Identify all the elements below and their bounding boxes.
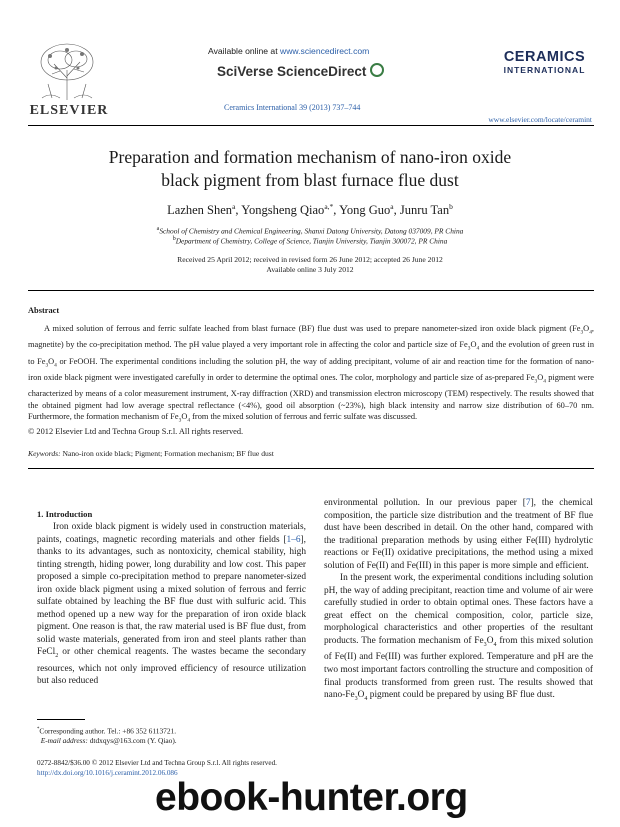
abstract-bottom-divider [28, 468, 594, 469]
article-title [40, 146, 580, 192]
platform-name [217, 63, 384, 79]
intro-left-column: Iron oxide black pigment is widely used in construction materials, paints, coatings, magnetic recording materials and other fields [1–6], thanks to its advantages, such as nontoxicity, chemical stability, high tinting strength, hiding power, long durability and low cost. This paper proposed a simple co-precipitation method to prepare nanometer-sized iron oxide black pigment using a mixed solution of ferrous and ferric sulfate obtained by leaching the BF flue dust with sulfuric acid. This method opened up a new way for the preparation of iron oxide black pigment. One reason is that, the raw material used is BF flue dust, from solid waste materials, generated from iron and steel plants rather than FeCl$_2$ or other chemical reagents. The wastes became the secondary resources, which not only improved efficiency of resource utilization but also reduced [37, 522, 306, 687]
paragraph: environmental pollution. In our previous paper [7], the chemical composition, the particle size distribution and the treatment of BF flue dust have been described in detail. On the other hand, compared with the traditional preparation methods by using either Fe(III) hydrolytic reactions or Fe(II) oxidative precipitations, the method using a mixed solution of Fe(II) and Fe(III) in this paper is more simple and efficient. [324, 498, 593, 571]
keywords-label: Keywords: [28, 449, 61, 458]
corresponding-author-marker[interactable]: * [329, 202, 334, 211]
email-address[interactable]: dtdxqys@163.com (Y. Qiao). [89, 736, 177, 746]
footnote-corresponding: *Corresponding author. Tel.: +86 352 6113721. [37, 726, 177, 736]
citation-link[interactable]: 7 [525, 498, 531, 508]
keywords-line [28, 449, 274, 458]
abstract-heading: Abstract [28, 306, 60, 315]
title-line-1: Preparation and formation mechanism of nano-iron oxide [108, 147, 512, 167]
journal-logo-line2: INTERNATIONAL [503, 65, 586, 75]
doi-link[interactable]: http://dx.doi.org/10.1016/j.ceramint.2012.06.086 [37, 769, 178, 777]
corresponding-text: Corresponding author. Tel.: +86 352 6113721. [39, 726, 177, 736]
author-list: Lazhen Shen$^a$, Yongsheng Qiao$^{a,*}$, Yong Guo$^a$, Junru Tan$^b$ [167, 202, 453, 218]
footnote [37, 725, 177, 746]
journal-logo [497, 49, 592, 75]
sciverse-mark-icon [370, 63, 384, 77]
sciencedirect-link[interactable]: www.sciencedirect.com [280, 46, 370, 56]
email-label: E-mail address: [40, 736, 88, 746]
keywords-list: Nano-iron oxide black; Pigment; Formation mechanism; BF flue dust [62, 449, 274, 458]
watermark-text: ebook-hunter.org [155, 776, 468, 819]
header-divider [28, 125, 594, 126]
issn-line: 0272-8842/$36.00 © 2012 Elsevier Ltd and Techna Group S.r.l. All rights reserved. [37, 759, 277, 767]
journal-reference-link[interactable]: Ceramics International 39 (2013) 737–744 [224, 103, 361, 112]
paragraph: In the present work, the experimental conditions including solution pH, the way of adding precipitant, reaction time and volume of air were carefully studied in order to obtain optimal ones. These factors have a great effect on the chemical composition, color, particle size, morphological characteristics and other properties of the resultant products. The formation mechanism of $Fe_3O_4$ from this mixed solution of Fe(II) and Fe(III) was further explored. Temperature and pH are the two most important factors controlling the structure and composition of final products transformed from green rust. The results showed that nano-$Fe_3O_4$ pigment could be prepared by using BF flue dust. [324, 573, 593, 702]
copyright-notice: © 2012 Elsevier Ltd and Techna Group S.r.l. All rights reserved. [28, 427, 244, 436]
intro-right-column [324, 497, 593, 705]
affiliation-a: $^a$School of Chemistry and Chemical Engineering, Shanxi Datong University, Datong 037009, PR China [156, 226, 464, 236]
platform-label: SciVerse ScienceDirect [217, 64, 367, 79]
received-dates: Received 25 April 2012; received in revised form 26 June 2012; accepted 26 June 2012 [177, 255, 443, 264]
title-line-2: black pigment from blast furnace flue dust [161, 170, 459, 190]
section-heading: 1. Introduction [37, 509, 93, 519]
abstract-top-divider [28, 290, 594, 291]
citation-link[interactable]: 1–6 [286, 534, 301, 545]
elsevier-wordmark: ELSEVIER [29, 103, 109, 118]
journal-url-link[interactable]: www.elsevier.com/locate/ceramint [488, 115, 592, 124]
issn-block [37, 758, 277, 778]
affiliation-a-text: School of Chemistry and Chemical Engineering, Shanxi Datong University, Datong 037009, PR China [159, 226, 464, 236]
affiliation-b: $^b$Department of Chemistry, College of Science, Tianjin University, Tianjin 300072, PR China [172, 236, 448, 246]
journal-logo-line1: CERAMICS [503, 49, 586, 65]
abstract-text: A mixed solution of ferrous and ferric sulfate leached from blast furnace (BF) flue dust was used to prepare nanometer-sized iron oxide black pigment ($Fe_3O_4$, magnetite) by the co-precipitation method. The pH value played a very important role in affecting the color and particle size of $Fe_3O_4$ and the evolution of green rust in to $Fe_3O_4$ or FeOOH. The experimental conditions including the solution pH, the way of adding precipitant, volume of air and reaction time for the formation of nano-iron oxide black pigment were investigated carefully in order to determine the optimal ones. The color, morphology and particle size of as-prepared $Fe_3O_4$ pigment were characterized by means of a color measurement instrument, X-ray diffraction (XRD) and transmission electron microscopy (TEM) respectively. The results showed that the obtained pigment had low average spectral reflectance (<4%), good oil absorption (~23%), high black intensity and narrow size distribution of 60–70 nm. Furthermore, the formation mechanism of $Fe_3O_4$ from the mixed solution of ferrous and ferric sulfate was discussed. [28, 324, 594, 424]
online-date: Available online 3 July 2012 [266, 265, 354, 274]
footnote-email [37, 736, 177, 746]
availability-line [208, 46, 369, 56]
availability-label: Available online at [208, 46, 280, 56]
footnote-divider [37, 719, 85, 720]
affiliation-b-text: Department of Chemistry, College of Science, Tianjin University, Tianjin 300072, PR China [175, 236, 448, 246]
